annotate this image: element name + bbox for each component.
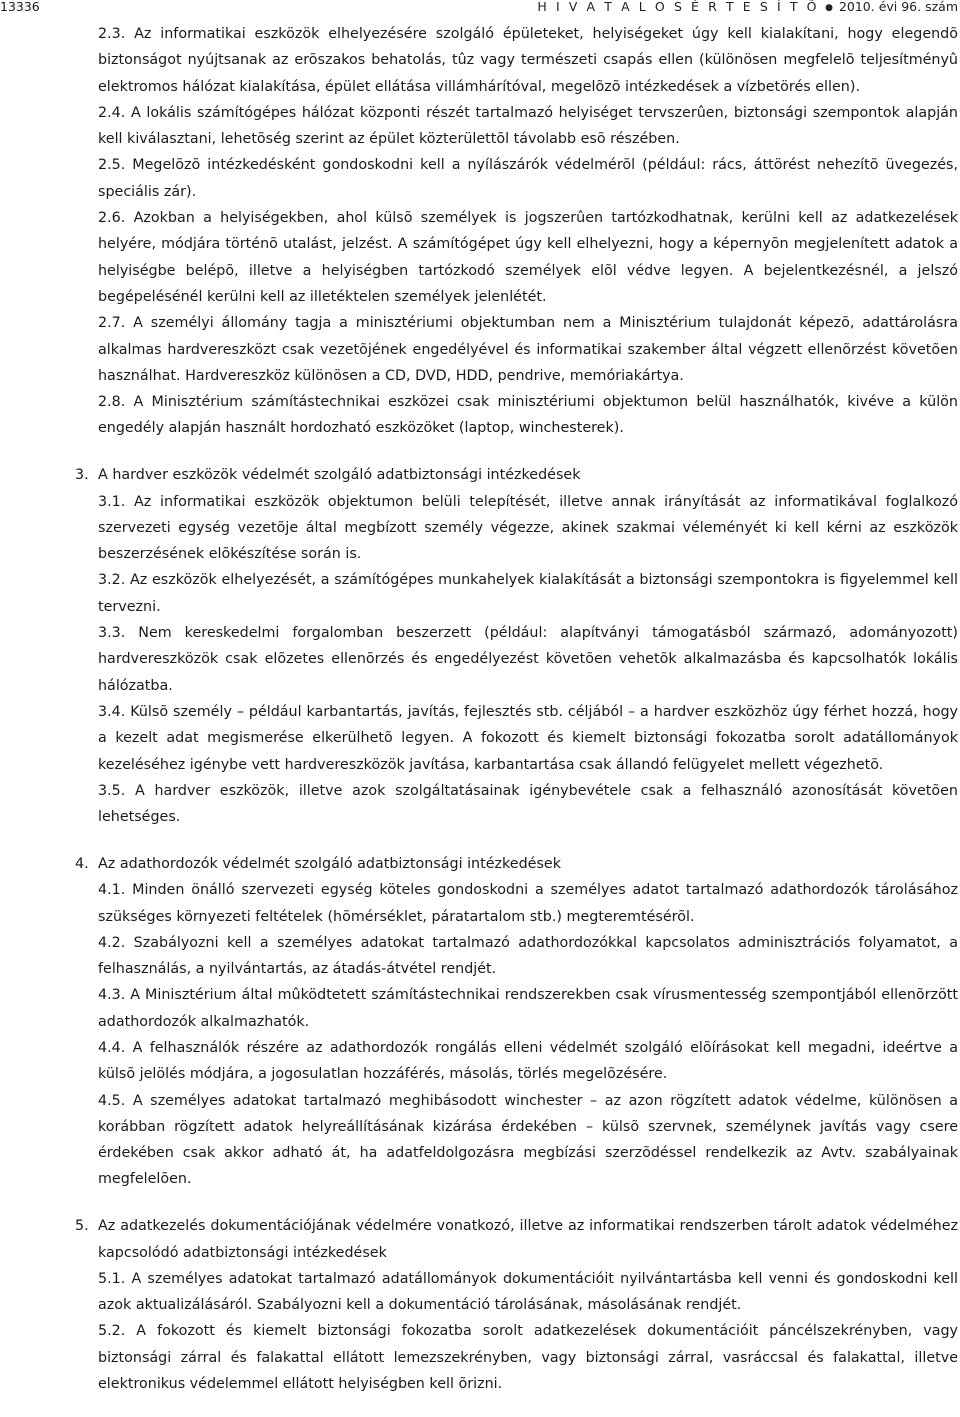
paragraph-3-4: 3.4. Külsõ személy – például karbantartás, javítás, fejlesztés stb. céljából – a hardver eszközhöz úgy férhet hozzá, hogy a kezelt adat megismerése elkerülhetõ legyen. A fokozott és kiemelt biztonsági fokozatba sorolt adatállományok kezeléséhez igénybe vett hardvereszközök javítása, karbantartása csak állandó felügyelet mellett végezhetõ.: [98, 703, 958, 773]
paragraph-2-7: 2.7. A személyi állomány tagja a minisztériumi objektumban nem a Minisztérium tulajdonát képezõ, adattárolásra alkalmas hardvereszközt csak vezetõjének engedélyével és informatikai szakember által végzett ellenõrzést követõen használhat. Hardvereszköz különösen a CD, DVD, HDD, pendrive, memóriakártya.: [98, 315, 958, 384]
paragraph-3-1: 3.1. Az informatikai eszközök objektumon belüli telepítését, illetve annak irányítását az informatikával foglalkozó szervezeti egység vezetõje által megbízott személy végezze, akinek szakmai véleményét ki kell kérni az eszközök beszerzésének elõkészítése során is.: [98, 493, 958, 563]
paragraph-4-5: 4.5. A személyes adatokat tartalmazó meghibásodott winchester – az azon rögzített adatok védelme, különösen a korábban rögzített adatok helyreállításának kizárása érdekében – külsõ szervnek, személynek javítás vagy csere érdekében csak akkor adható át, ha adatfeldolgozásra megbízási szerzõdéssel rendelkezik az Avtv. szabályainak megfelelõen.: [98, 1092, 958, 1188]
paragraph-2-4: 2.4. A lokális számítógépes hálózat központi részét tartalmazó helyiséget tervszerûen, biztonsági szempontok alapján kell kiválasztani, lehetõség szerint az épület közterülettõl távolabb esõ részében.: [98, 104, 958, 148]
section-gap: [98, 1193, 958, 1214]
paragraph-4-3: 4.3. A Minisztérium által mûködtetett számítástechnikai rendszerekben csak vírusmentesség szempontjából ellenõrzött adathordozók alkalmazhatók.: [98, 987, 958, 1030]
section-4-title: Az adathordozók védelmét szolgáló adatbiztonsági intézkedések: [98, 855, 561, 872]
paragraph-5-2: 5.2. A fokozott és kiemelt biztonsági fokozatba sorolt adatkezelések dokumentációit páncélszekrényben, vagy biztonsági zárral és falakattal ellátott lemezszekrényben, vagy biztonsági zárral, vasráccsal és falakattal, illetve elektronikus védelemmel ellátott helyiségben kell õrizni.: [98, 1323, 958, 1393]
paragraph-4-4: 4.4. A felhasználók részére az adathordozók rongálás elleni védelmét szolgáló elõírásokat kell megadni, ideértve a külsõ jelölés módjára, a jogosulatlan hozzáférés, másolás, törlés megelõzésére.: [98, 1039, 958, 1083]
paragraph-3-5: 3.5. A hardver eszközök, illetve azok szolgáltatásainak igénybevétele csak a felhasználó azonosítását követõen lehetséges.: [98, 782, 958, 826]
paragraph-2-3: 2.3. Az informatikai eszközök elhelyezésére szolgáló épületeket, helyiségeket úgy kell kialakítani, hogy elegendõ biztonságot nyújtsanak az erõszakos behatolás, tûz vagy természeti csapás ellen (különösen megfelelõ teljesítményû elektromos hálózat kialakítása, épület ellátása villámhárítóval, megelõzõ intézkedések a vízbetörés ellen).: [98, 26, 958, 95]
separator-dot-icon: ●: [825, 3, 833, 13]
section-3-title: A hardver eszközök védelmét szolgáló adatbiztonsági intézkedések: [98, 467, 581, 484]
section-4-heading: [75, 851, 958, 877]
paragraph-3-2: 3.2. Az eszközök elhelyezését, a számítógépes munkahelyek kialakítását a biztonsági szempontokra is figyelemmel kell tervezni.: [98, 572, 958, 615]
page-header: [0, 0, 960, 22]
section-5-title: Az adatkezelés dokumentációjának védelmére vonatkozó, illetve az informatikai rendszerben tárolt adatok védelméhez kapcsolódó adatbiztonsági intézkedések: [98, 1218, 958, 1261]
section-3-number: 3.: [75, 467, 89, 484]
paragraph-5-1: 5.1. A személyes adatokat tartalmazó adatállományok dokumentációit nyilvántartásba kell venni és gondoskodni kell azok aktualizálásáról. Szabályozni kell a dokumentáció tárolásának, másolásának rendjét.: [98, 1270, 958, 1314]
paragraph-4-1: 4.1. Minden önálló szervezeti egység köteles gondoskodni a személyes adatot tartalmazó adathordozók tárolásához szükséges környezeti feltételek (hõmérséklet, páratartalom stb.) megteremtésérõl.: [98, 882, 958, 925]
section-3-heading: [75, 462, 958, 488]
section-4-number: 4.: [75, 855, 89, 872]
issue-number: 2010. évi 96. szám: [838, 0, 958, 14]
paragraph-2-6: 2.6. Azokban a helyiségekben, ahol külsõ személyek is jogszerûen tartózkodhatnak, kerülni kell az adatkezelések helyére, módjára történõ utalást, jelzést. A számítógépet úgy kell elhelyezni, hogy a képernyõn megjelenített adatok a helyiségbe belépõ, illetve a helyiségben tartózkodó személyek elõl védve legyen. A bejelentkezésnél, a jelszó begépelésénél kerülni kell az illetéktelen személyek jelenlétét.: [98, 210, 958, 305]
document-body: [75, 21, 958, 1397]
section-5-number: 5.: [75, 1218, 89, 1235]
paragraph-2-8: 2.8. A Minisztérium számítástechnikai eszközei csak minisztériumi objektumon belül használhatók, kivéve a külön engedély alapján használt hordozható eszközöket (laptop, winchesterek).: [98, 394, 958, 437]
page-number: 13336: [0, 0, 40, 14]
paragraph-3-3: 3.3. Nem kereskedelmi forgalomban beszerzett (például: alapítványi támogatásból származó, adományozott) hardvereszközök csak elõzetes ellenõrzés és engedélyezést követõen vehetõk alkalmazásba és kapcsolhatók lokális hálózatba.: [98, 625, 958, 694]
section-5-heading: [75, 1213, 958, 1266]
paragraph-2-5: 2.5. Megelõzõ intézkedésként gondoskodni kell a nyílászárók védelmérõl (például: rács, áttörést nehezítõ üvegezés, speciális zár).: [98, 157, 958, 200]
section-gap: [98, 442, 958, 463]
paragraph-4-2: 4.2. Szabályozni kell a személyes adatokat tartalmazó adathordozókkal kapcsolatos adminisztrációs folyamatot, a felhasználás, a nyilvántartás, az átadás-átvétel rendjét.: [98, 934, 958, 978]
section-gap: [98, 830, 958, 851]
publication-title: H I V A T A L O S É R T E S Í T Õ: [537, 0, 820, 14]
running-head: [537, 0, 958, 15]
